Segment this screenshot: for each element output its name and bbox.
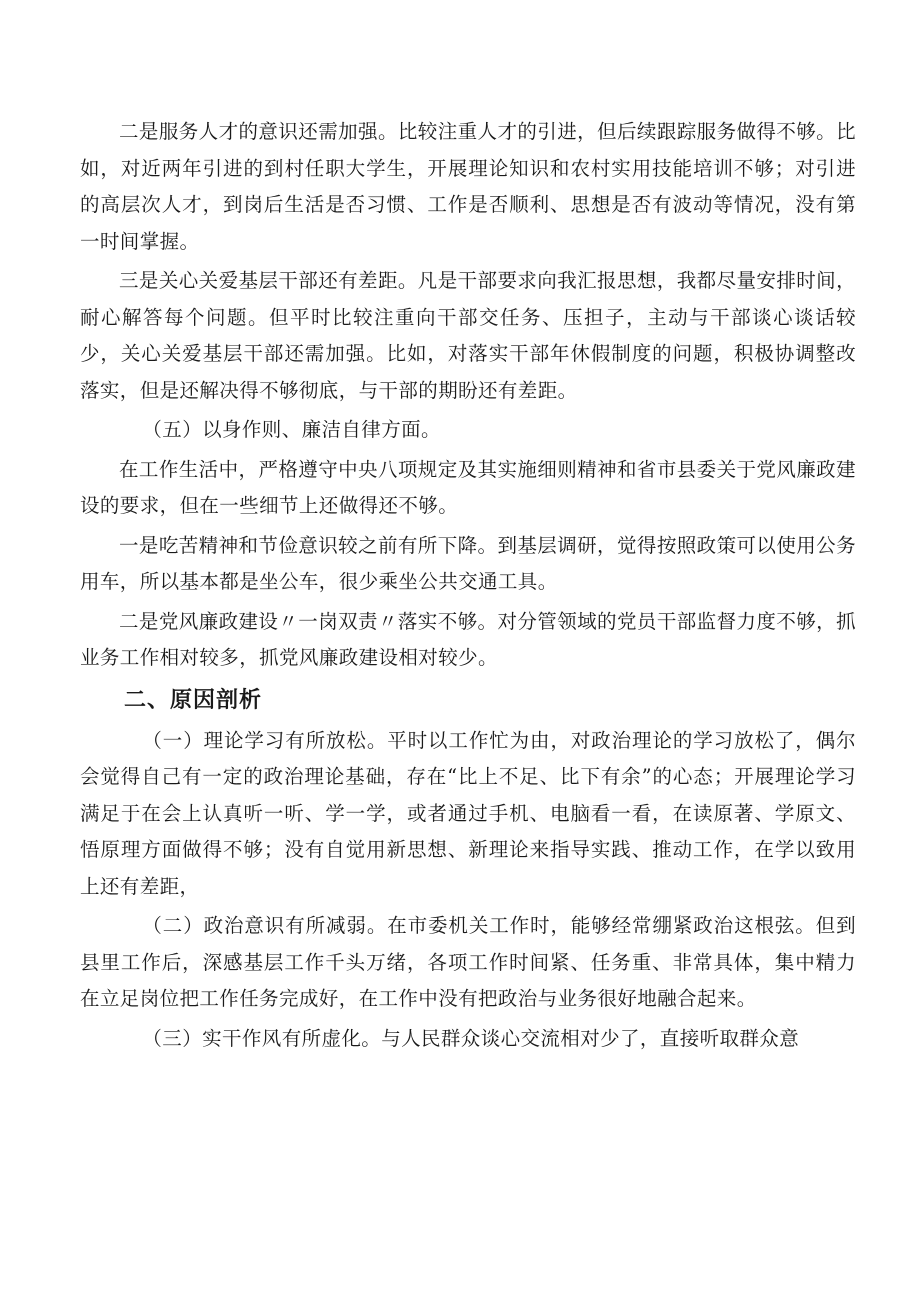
subheading-self-discipline: （五）以身作则、廉洁自律方面。 (142, 418, 441, 441)
paragraph-dual-responsibility: 二是党风廉政建设〃一岗双责〃落实不够。对分管领域的党员干部监督力度不够，抓业务工作相对较多，抓党风廉政建设相对较少。 (80, 609, 856, 669)
paragraph-care-cadres: 三是关心关爱基层干部还有差距。凡是干部要求向我汇报思想，我都尽量安排时间，耐心解答每个问题。但平时比较注重向干部交任务、压担子，主动与干部谈心谈话较少，关心关爱基层干部还需加强。比如，对落实干部年休假制度的问题，积极协调整改落实，但是还解决得不够彻底，与干部的期盼还有差距。 (80, 269, 856, 402)
paragraph-work-style: （三）实干作风有所虚化。与人民群众谈心交流相对少了，直接听取群众意 (142, 1026, 800, 1050)
paragraph-theory-study: （一）理论学习有所放松。平时以工作忙为由，对政治理论的学习放松了，偶尔会觉得自己有一定的政治理论基础，存在“比上不足、比下有余”的心态；开展理论学习满足于在会上认真听一听、学一学，或者通过手机、电脑看一看，在读原著、学原文、悟原理方面做得不够；没有自觉用新思想、新理论来指导实践、推动工作，在学以致用上还有差距， (80, 728, 856, 898)
paragraph-frugality: 一是吃苦精神和节俭意识较之前有所下降。到基层调研，觉得按照政策可以使用公务用车，所以基本都是坐公车，很少乘坐公共交通工具。 (80, 533, 856, 593)
section-heading-cause-analysis: 二、原因剖析 (124, 687, 263, 713)
paragraph-eight-rules: 在工作生活中，严格遵守中央八项规定及其实施细则精神和省市县委关于党风廉政建设的要求，但在一些细节上还做得还不够。 (80, 457, 856, 517)
paragraph-political-awareness: （二）政治意识有所减弱。在市委机关工作时，能够经常绷紧政治这根弦。但到县里工作后，深感基层工作千头万绪，各项工作时间紧、任务重、非常具体，集中精力在立足岗位把工作任务完成好，在工作中没有把政治与业务很好地融合起来。 (80, 914, 856, 1010)
paragraph-service-talent: 二是服务人才的意识还需加强。比较注重人才的引进，但后续跟踪服务做得不够。比如，对近两年引进的到村任职大学生，开展理论知识和农村实用技能培训不够；对引进的高层次人才，到岗后生活是否习惯、工作是否顺利、思想是否有波动等情况，没有第一时间掌握。 (80, 120, 856, 253)
document-body (80, 114, 856, 1057)
